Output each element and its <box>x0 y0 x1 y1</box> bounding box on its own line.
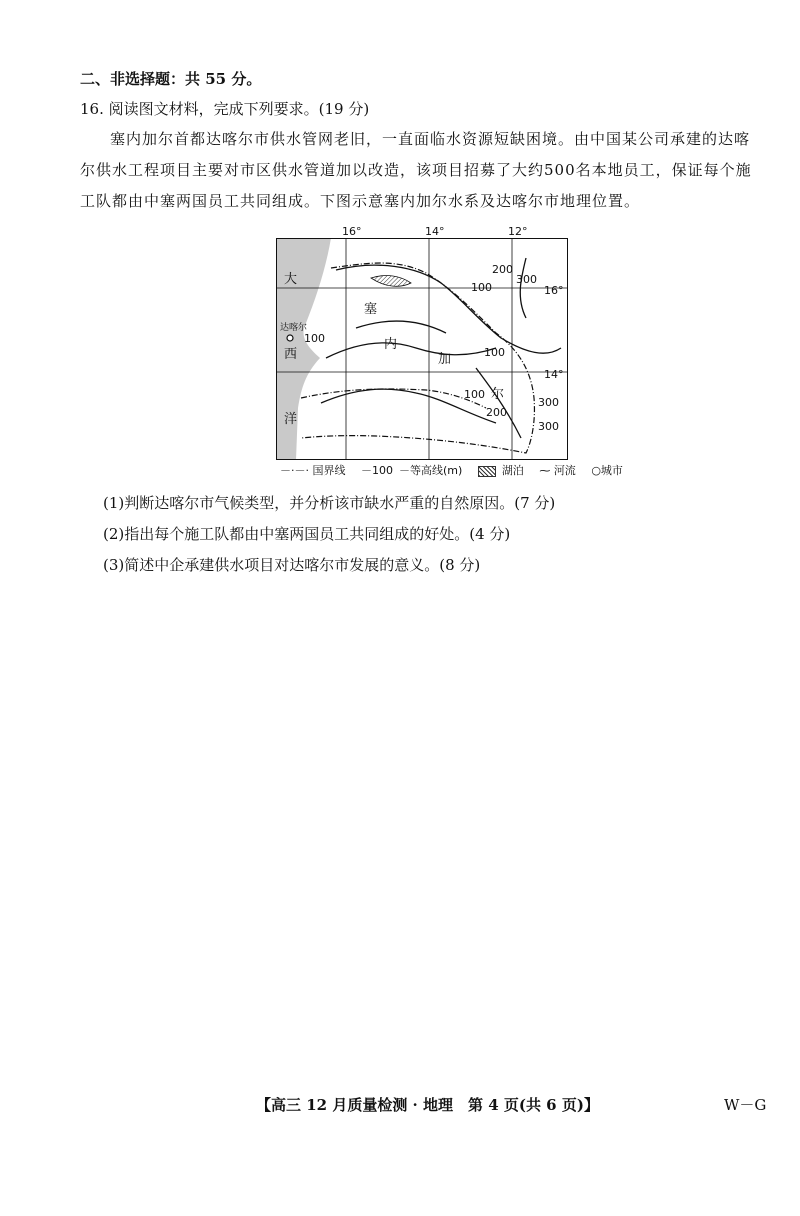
contour-label: 100 <box>484 346 505 359</box>
city-label: 达喀尔 <box>280 323 308 333</box>
legend-city: ○城市 <box>591 464 623 477</box>
lake-swatch-icon <box>478 466 496 477</box>
contour-label: 300 <box>538 396 559 409</box>
lat-label: 16° <box>544 284 564 297</box>
ocean-label-char: 洋 <box>284 412 298 427</box>
senegal-map <box>276 225 568 460</box>
map-legend <box>280 462 635 478</box>
lat-label: 14° <box>544 368 564 381</box>
country-label-char: 尔 <box>491 387 505 402</box>
contour-label: 200 <box>492 263 513 276</box>
dakar-city-marker <box>287 335 293 341</box>
paper-code: W－G <box>724 1096 767 1114</box>
contour-label: 100 <box>471 281 492 294</box>
page-footer: 【高三 12 月质量检测 · 地理 第 4 页(共 6 页)】 <box>256 1096 599 1114</box>
contour-label: 300 <box>516 273 537 286</box>
legend-river: ⁓ 河流 <box>539 464 576 477</box>
country-label-char: 内 <box>384 337 398 352</box>
lake <box>371 276 411 287</box>
lon-label: 14° <box>425 225 445 238</box>
lon-label: 12° <box>508 225 528 238</box>
contour-label: 200 <box>486 406 507 419</box>
section-heading: 二、非选择题：共 55 分。 <box>80 70 262 88</box>
country-label-char: 塞 <box>364 302 378 317</box>
contour-label: 100 <box>304 332 325 345</box>
ocean-label-char: 大 <box>284 272 298 287</box>
legend-lake: 湖泊 <box>478 464 530 477</box>
ocean-label-char: 西 <box>284 347 298 362</box>
legend-border: －·－· 国界线 <box>280 464 346 477</box>
contour-label: 300 <box>538 420 559 433</box>
legend-contour: －100 －等高线(m) <box>361 464 463 477</box>
question-material: 塞内加尔首都达喀尔市供水管网老旧，一直面临水资源短缺困境。由中国某公司承建的达喀尔供水工程项目主要对市区供水管道加以改造，该项目招募了大约500名本地员工，保证每个施工队都由中塞两国员工共同组成。下图示意塞内加尔水系及达喀尔市地理位置。 <box>80 130 752 210</box>
sub-question-2: (2)指出每个施工队都由中塞两国员工共同组成的好处。(4 分) <box>103 525 511 543</box>
country-label-char: 加 <box>438 352 452 367</box>
question-stem: 16. 阅读图文材料，完成下列要求。(19 分) <box>80 100 370 118</box>
sub-question-3: (3)简述中企承建供水项目对达喀尔市发展的意义。(8 分) <box>103 556 481 574</box>
sub-question-1: (1)判断达喀尔市气候类型，并分析该市缺水严重的自然原因。(7 分) <box>103 494 556 512</box>
lon-label: 16° <box>342 225 362 238</box>
contour-label: 100 <box>464 388 485 401</box>
